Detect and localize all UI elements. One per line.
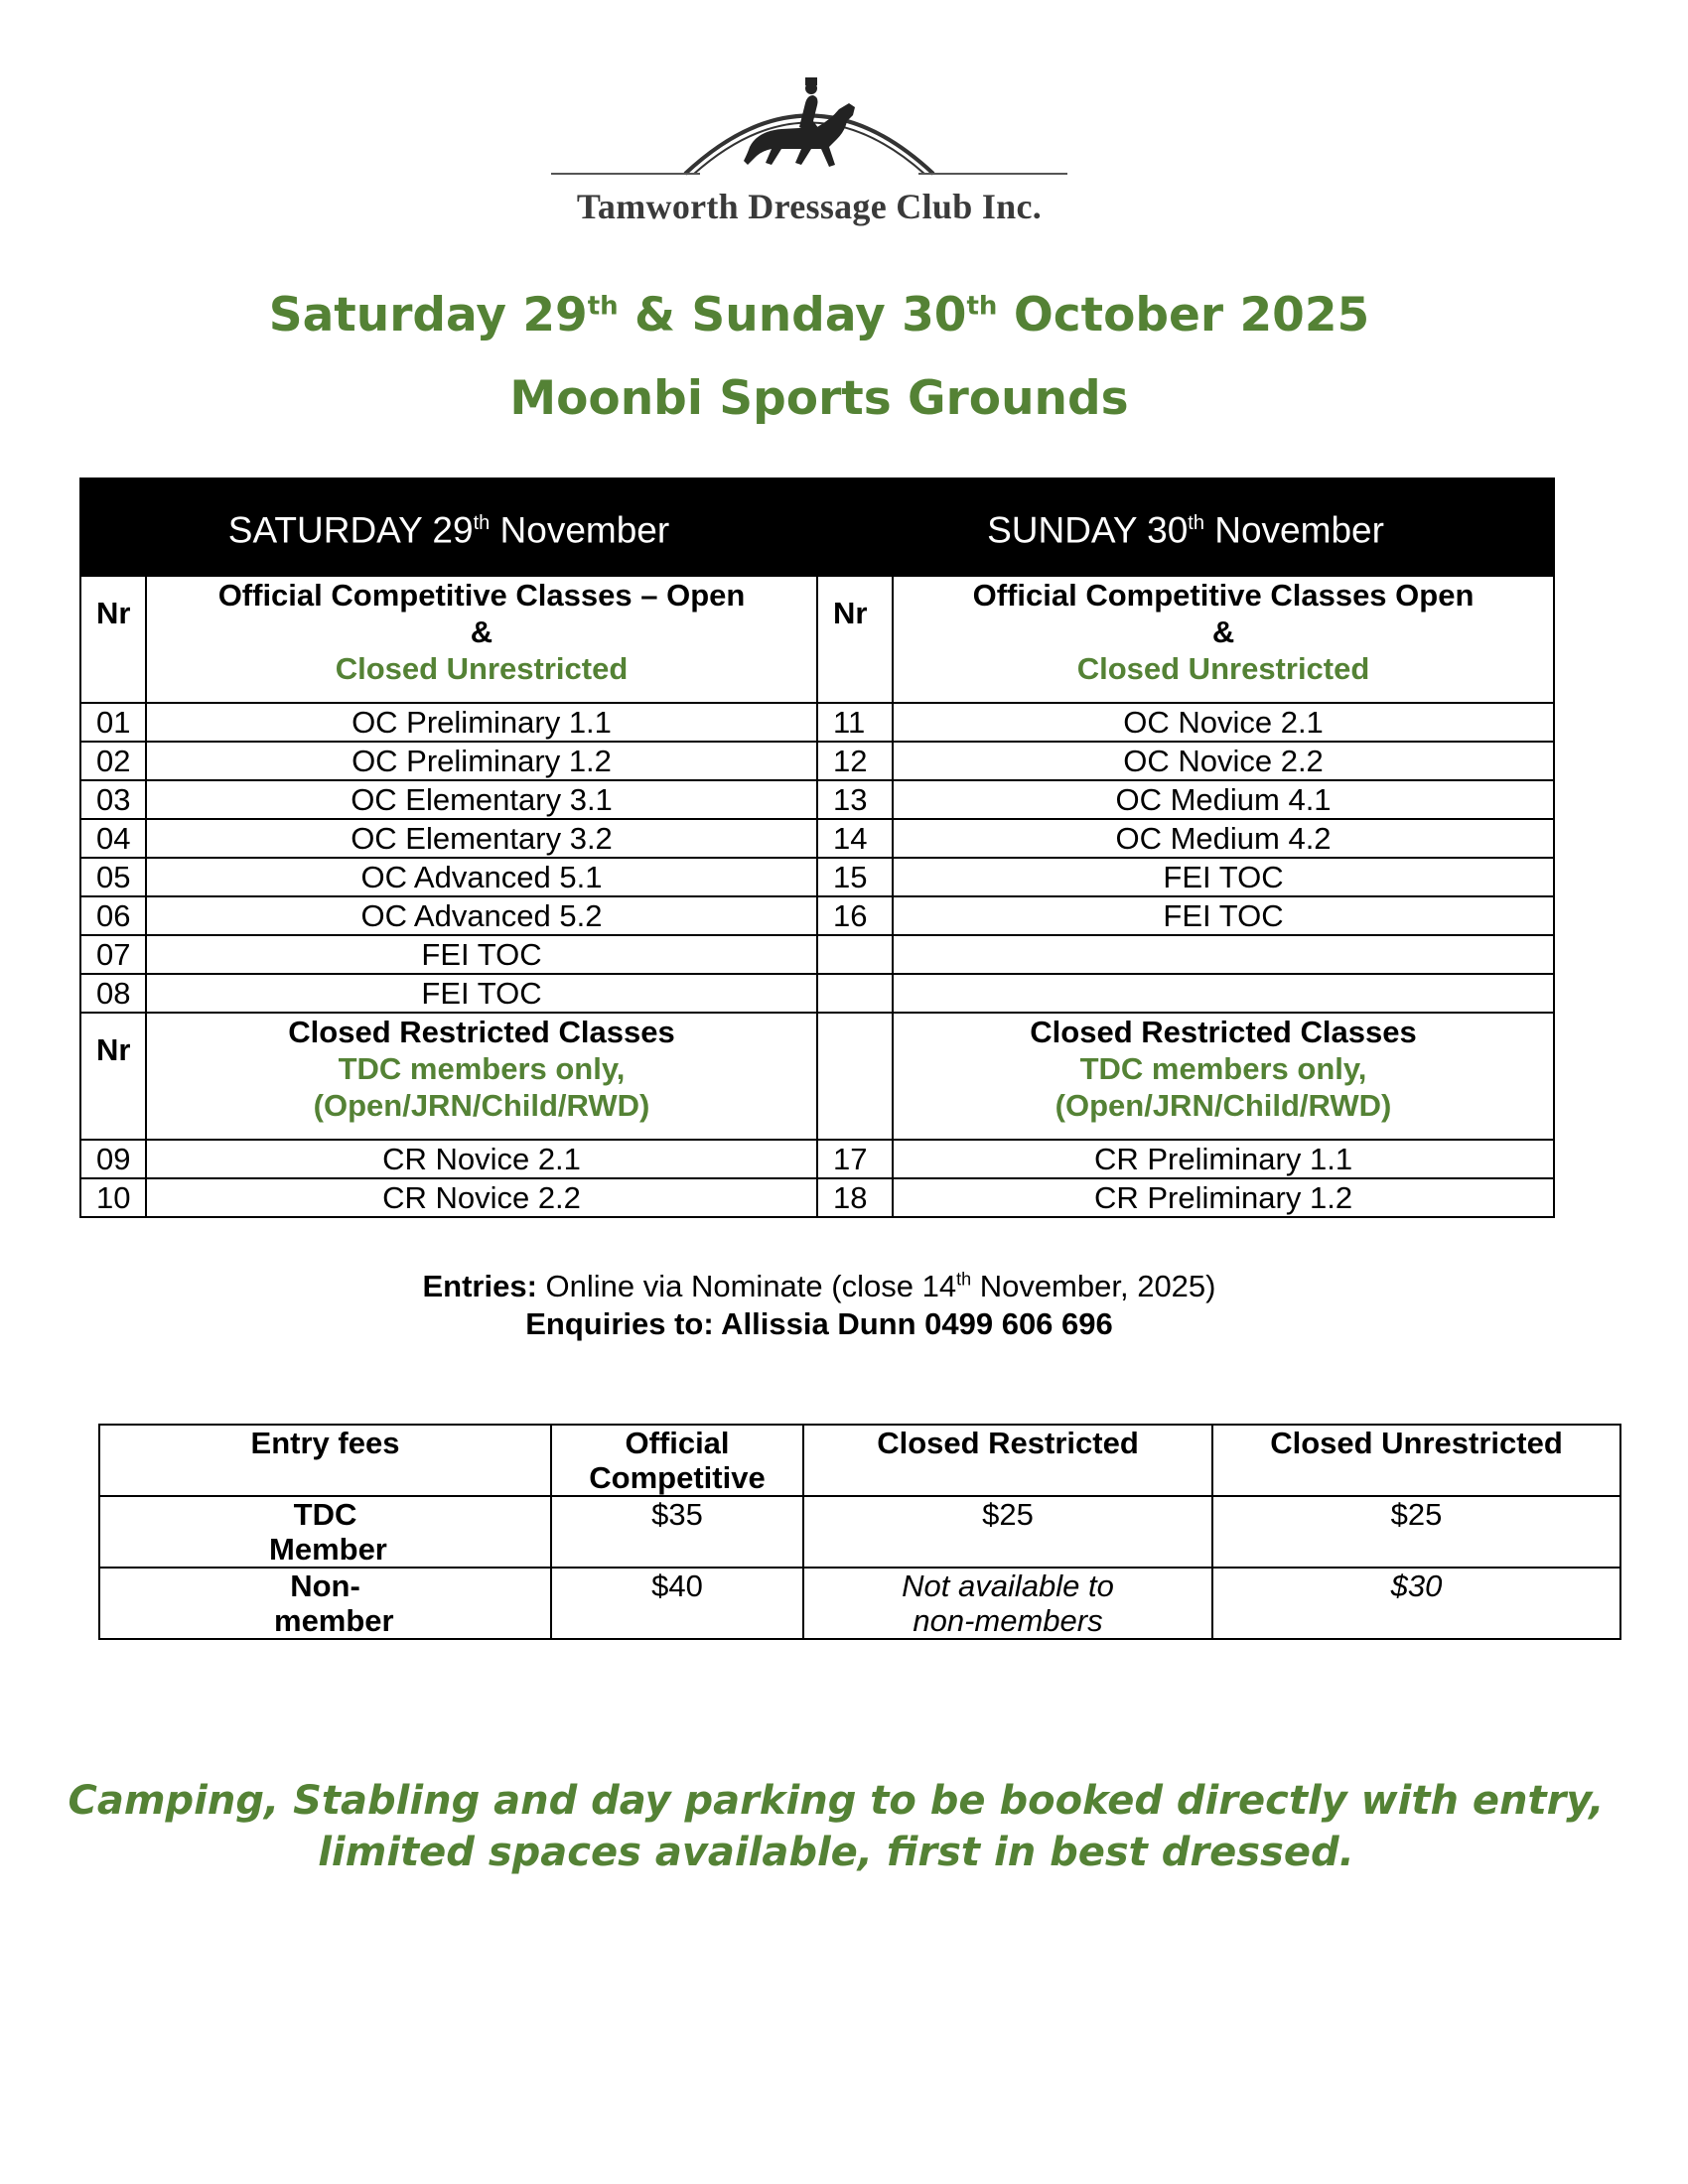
class-number: 16 bbox=[817, 896, 893, 935]
fees-row-member bbox=[99, 1496, 1620, 1568]
class-name: FEI TOC bbox=[893, 896, 1554, 935]
nr-header: Nr bbox=[80, 576, 146, 703]
class-number: 08 bbox=[80, 974, 146, 1013]
class-name: OC Novice 2.1 bbox=[893, 703, 1554, 742]
class-number: 01 bbox=[80, 703, 146, 742]
sunday-restricted-header: Closed Restricted Classes TDC members only, (Open/JRN/Child/RWD) bbox=[893, 1013, 1554, 1140]
class-row bbox=[80, 974, 1554, 1013]
fee-value: $30 bbox=[1212, 1568, 1620, 1639]
class-name: OC Elementary 3.2 bbox=[146, 819, 817, 858]
fees-header: Closed Unrestricted bbox=[1212, 1425, 1620, 1496]
fee-value: Not available to non-members bbox=[803, 1568, 1212, 1639]
class-name: OC Novice 2.2 bbox=[893, 742, 1554, 780]
class-row bbox=[80, 742, 1554, 780]
footer-note: Camping, Stabling and day parking to be booked directly with entry, limited spaces available, first in best dressed. bbox=[68, 1778, 1605, 1875]
class-number: 12 bbox=[817, 742, 893, 780]
saturday-restricted-header: Closed Restricted Classes TDC members only, (Open/JRN/Child/RWD) bbox=[146, 1013, 817, 1140]
class-name: OC Advanced 5.2 bbox=[146, 896, 817, 935]
class-number: 04 bbox=[80, 819, 146, 858]
official-classes-header-row bbox=[80, 576, 1554, 703]
class-number: 07 bbox=[80, 935, 146, 974]
class-name: FEI TOC bbox=[893, 858, 1554, 896]
class-name: OC Elementary 3.1 bbox=[146, 780, 817, 819]
fees-row-label: TDC Member bbox=[99, 1496, 551, 1568]
class-name: OC Preliminary 1.2 bbox=[146, 742, 817, 780]
fees-header: Entry fees bbox=[99, 1425, 551, 1496]
class-row bbox=[80, 1178, 1554, 1217]
class-number: 18 bbox=[817, 1178, 893, 1217]
club-logo bbox=[551, 69, 1067, 248]
nr-header: Nr bbox=[817, 576, 893, 703]
empty-cell bbox=[817, 1013, 893, 1140]
class-number: 13 bbox=[817, 780, 893, 819]
fees-row-label: Non-member bbox=[99, 1568, 551, 1639]
class-number: 05 bbox=[80, 858, 146, 896]
restricted-classes-header-row bbox=[80, 1013, 1554, 1140]
class-name: CR Preliminary 1.1 bbox=[893, 1140, 1554, 1178]
sunday-official-header: Official Competitive Classes Open & Closed Unrestricted bbox=[893, 576, 1554, 703]
class-name: OC Advanced 5.1 bbox=[146, 858, 817, 896]
entry-fees-table bbox=[98, 1424, 1621, 1640]
class-name: FEI TOC bbox=[146, 935, 817, 974]
class-row bbox=[80, 703, 1554, 742]
class-name: CR Novice 2.2 bbox=[146, 1178, 817, 1217]
enquiries-line: Enquiries to: Allissia Dunn 0499 606 696 bbox=[525, 1306, 1113, 1341]
schedule-table bbox=[79, 478, 1555, 1218]
entries-line: Entries: Online via Nominate (close 14th November, 2025) bbox=[422, 1269, 1216, 1303]
class-row bbox=[80, 780, 1554, 819]
class-row bbox=[80, 858, 1554, 896]
class-name: CR Preliminary 1.2 bbox=[893, 1178, 1554, 1217]
class-number bbox=[817, 974, 893, 1013]
class-row bbox=[80, 819, 1554, 858]
class-number: 10 bbox=[80, 1178, 146, 1217]
sunday-heading: SUNDAY 30th November bbox=[817, 478, 1554, 576]
class-number: 14 bbox=[817, 819, 893, 858]
class-name: CR Novice 2.1 bbox=[146, 1140, 817, 1178]
class-number: 11 bbox=[817, 703, 893, 742]
day-heading-row bbox=[80, 478, 1554, 576]
fees-row-nonmember bbox=[99, 1568, 1620, 1639]
fee-value: $35 bbox=[551, 1496, 803, 1568]
class-number: 02 bbox=[80, 742, 146, 780]
fee-value: $25 bbox=[1212, 1496, 1620, 1568]
nr-header: Nr bbox=[80, 1013, 146, 1140]
horse-rider-arch-icon bbox=[551, 69, 1067, 189]
class-name: OC Medium 4.1 bbox=[893, 780, 1554, 819]
club-name: Tamworth Dressage Club Inc. bbox=[576, 187, 1043, 226]
class-name: FEI TOC bbox=[146, 974, 817, 1013]
venue-title: Moonbi Sports Grounds bbox=[509, 371, 1129, 426]
class-row bbox=[80, 1140, 1554, 1178]
class-name: OC Medium 4.2 bbox=[893, 819, 1554, 858]
class-number: 17 bbox=[817, 1140, 893, 1178]
fees-header-row bbox=[99, 1425, 1620, 1496]
class-number bbox=[817, 935, 893, 974]
class-name bbox=[893, 974, 1554, 1013]
class-name bbox=[893, 935, 1554, 974]
fee-value: $25 bbox=[803, 1496, 1212, 1568]
class-row bbox=[80, 935, 1554, 974]
class-row bbox=[80, 896, 1554, 935]
class-number: 03 bbox=[80, 780, 146, 819]
class-name: OC Preliminary 1.1 bbox=[146, 703, 817, 742]
fees-header: Closed Restricted bbox=[803, 1425, 1212, 1496]
event-date-title: Saturday 29th & Sunday 30th October 2025 bbox=[268, 288, 1370, 342]
class-number: 09 bbox=[80, 1140, 146, 1178]
fee-value: $40 bbox=[551, 1568, 803, 1639]
class-number: 15 bbox=[817, 858, 893, 896]
saturday-official-header: Official Competitive Classes – Open & Closed Unrestricted bbox=[146, 576, 817, 703]
saturday-heading: SATURDAY 29th November bbox=[80, 478, 817, 576]
fees-header: Official Competitive bbox=[551, 1425, 803, 1496]
class-number: 06 bbox=[80, 896, 146, 935]
